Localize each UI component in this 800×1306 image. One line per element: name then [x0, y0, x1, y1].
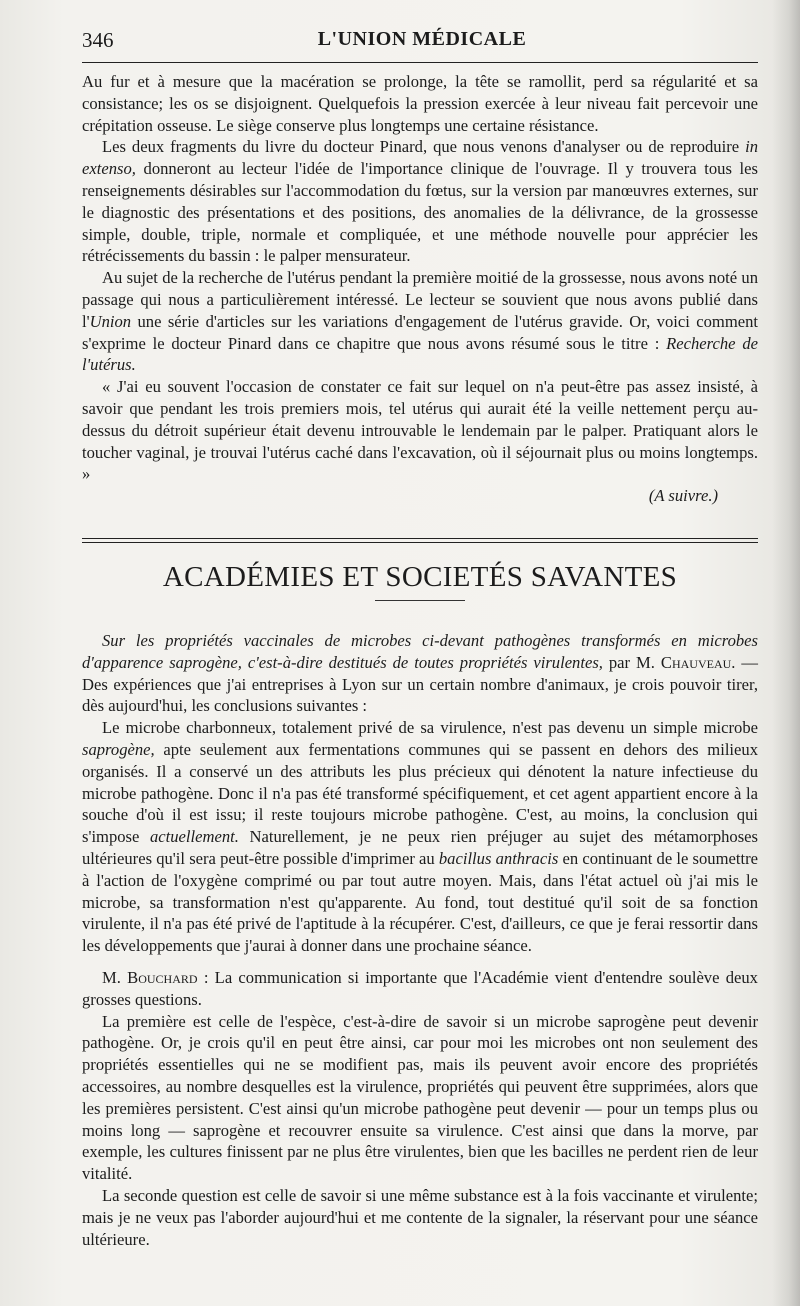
paragraph-text: La seconde question est celle de savoir si une même substance est à la fois vaccinante et virulente; mais je ne veux pas l'aborder aujourd'hui et me contente de la signaler, la réservant pour une séance ultérieure.	[82, 1185, 758, 1249]
paragraph	[82, 967, 758, 1011]
header-rule	[82, 62, 758, 63]
page-number: 346	[82, 28, 114, 52]
paragraph-text: par M.	[602, 652, 661, 672]
paragraph	[82, 267, 758, 376]
page-gutter-shadow	[772, 0, 800, 1306]
paragraph-text: Le microbe charbonneux, totalement privé de sa virulence, n'est pas devenu un simple microbe	[102, 718, 758, 738]
section-title	[82, 560, 758, 601]
paragraph-text: donneront au lecteur l'idée de l'importance clinique de l'ouvrage. Il y trouvera tous les renseignements désirables sur l'accommodation du fœtus, sur la version par manœuvres externes, sur le diagnostic des présentations et des positions, des anomalies de la délivrance, de la grossesse simple, double, triple, normale et compliquée, et une méthode nouvelle pour apprécier les rétrécissements du bassin : le palper mensurateur.	[82, 159, 758, 266]
italic-text: Union	[89, 311, 132, 331]
title-underline	[375, 600, 465, 601]
speaker-name: M. Bouchard	[102, 967, 198, 987]
paragraph-text: Les deux fragments du livre du docteur Pinard, que nous venons d'analyser ou de reproduire	[102, 137, 746, 157]
paragraph-text: Naturellement, je ne peux rien préjuger au sujet des métamorphoses ultérieures qu'il sera peut-être possible d'imprimer au	[82, 827, 758, 868]
paragraph-text: — Des expériences que j'ai entreprises à Lyon sur un certain nombre d'animaux, je crois pouvoir tirer, dès aujourd'hui, les conclusions suivantes :	[82, 652, 758, 716]
author-name: Chauveau.	[660, 652, 736, 672]
italic-text: in extenso,	[82, 137, 758, 179]
article-pinard-continued	[82, 71, 758, 507]
italic-text: actuellement.	[149, 827, 239, 847]
italic-text: bacillus anthracis	[438, 848, 559, 868]
running-header	[82, 24, 762, 60]
italic-text: saprogène,	[82, 739, 155, 759]
paragraph-text: La première est celle de l'espèce, c'est-à-dire de savoir si un microbe saprogène peut devenir pathogène. Or, je crois qu'il en peut être ainsi, car pour moi les microbes ont non seulement des propriétés essentielles qui ne se modifient pas, mais ils peuvent avoir encore des propriétés accessoires, au nombre desquelles est la virulence, propriétés qui peuvent être supprimées, alors que les premières persistent. C'est ainsi qu'un microbe pathogène peut devenir — pour un temps plus ou moins long — saprogène et recouvrer ensuite sa virulence. C'est ainsi que dans la morve, par exemple, les cultures finissent par ne plus être virulentes, bien que les bacilles ne perdent rien de leur vitalité.	[82, 1011, 758, 1184]
paragraph	[82, 71, 758, 136]
paragraph-text: : La communication si importante que l'Académie vient d'entendre soulève deux grosses questions.	[82, 967, 758, 1009]
paragraph-text: en continuant de le soumettre à l'action de l'oxygène comprimé ou par tout autre moyen. Mais, dans l'état actuel où j'ai mis le microbe, sa transformation n'est qu'apparente. Au fond, tout destitué qu'il soit de sa fonction virulente, il n'a pas été privé de l'aptitude à la récupérer. C'est, d'ailleurs, ce que je ferai ressortir dans les développements que j'aurai à donner dans une prochaine séance.	[82, 848, 758, 956]
paragraph-text: apte seulement aux fermentations communes qui se passent en dehors des milieux organisés. Il a conservé un des attributs les plus précieux qui dénotent la nature infectieuse du microbe pathogène. Donc il n'a pas été transformé spécifiquement, et cet agent appartient encore à la souche d'où il est issu; il reste toujours microbe pathogène. C'est, au moins, la conclusion qui s'impose	[82, 739, 758, 847]
paragraph-quote	[82, 376, 758, 485]
paragraph	[82, 1185, 758, 1250]
to-follow-note: (A suivre.)	[648, 486, 718, 506]
paragraph	[82, 136, 758, 267]
italic-text: Recherche de l'utérus.	[82, 333, 758, 375]
section-title-text: ACADÉMIES ET SOCIETÉS SAVANTES	[162, 561, 678, 593]
to-follow-line	[82, 485, 758, 507]
double-rule-separator	[82, 538, 758, 543]
article-academies	[82, 630, 758, 1250]
paragraph	[82, 717, 758, 957]
paragraph-heading	[82, 630, 758, 717]
paragraph-text: « J'ai eu souvent l'occasion de constater ce fait sur lequel on n'a peut-être pas assez insisté, à savoir que pendant les trois premiers mois, tel utérus qui aurait été la veille nettement perçu au-dessus du détroit supérieur était devenu introuvable le lendemain par le palper. Pratiquant alors le toucher vaginal, je trouvai l'utérus caché dans l'excavation, où il séjournait plus ou moins longtemps. »	[82, 377, 758, 484]
paragraph-text: Au fur et à mesure que la macération se prolonge, la tête se ramollit, perd sa régularité et sa consistance; les os se disjoignent. Quelquefois la pression exercée à leur niveau fait percevoir une crépitation osseuse. Le siège conserve plus longtemps une certaine résistance.	[82, 72, 758, 135]
paragraph-text: Au sujet de la recherche de l'utérus pendant la première moitié de la grossesse, nous avons noté un passage qui nous a particulièrement intéressé. Le lecteur se souvient que nous avons publié dans l'	[82, 268, 758, 331]
journal-title: L'UNION MÉDICALE	[317, 28, 527, 50]
article-heading: Sur les propriétés vaccinales de microbes ci-devant pathogènes transformés en microbes d'apparence saprogène, c'est-à-dire destitués de toutes propriétés virulentes,	[82, 631, 758, 672]
paragraph-text: une série d'articles sur les variations d'engagement de l'utérus gravide. Or, voici comment s'exprime le docteur Pinard dans ce chapitre que nous avons résumé sous le titre :	[82, 311, 758, 353]
paragraph	[82, 1011, 758, 1185]
